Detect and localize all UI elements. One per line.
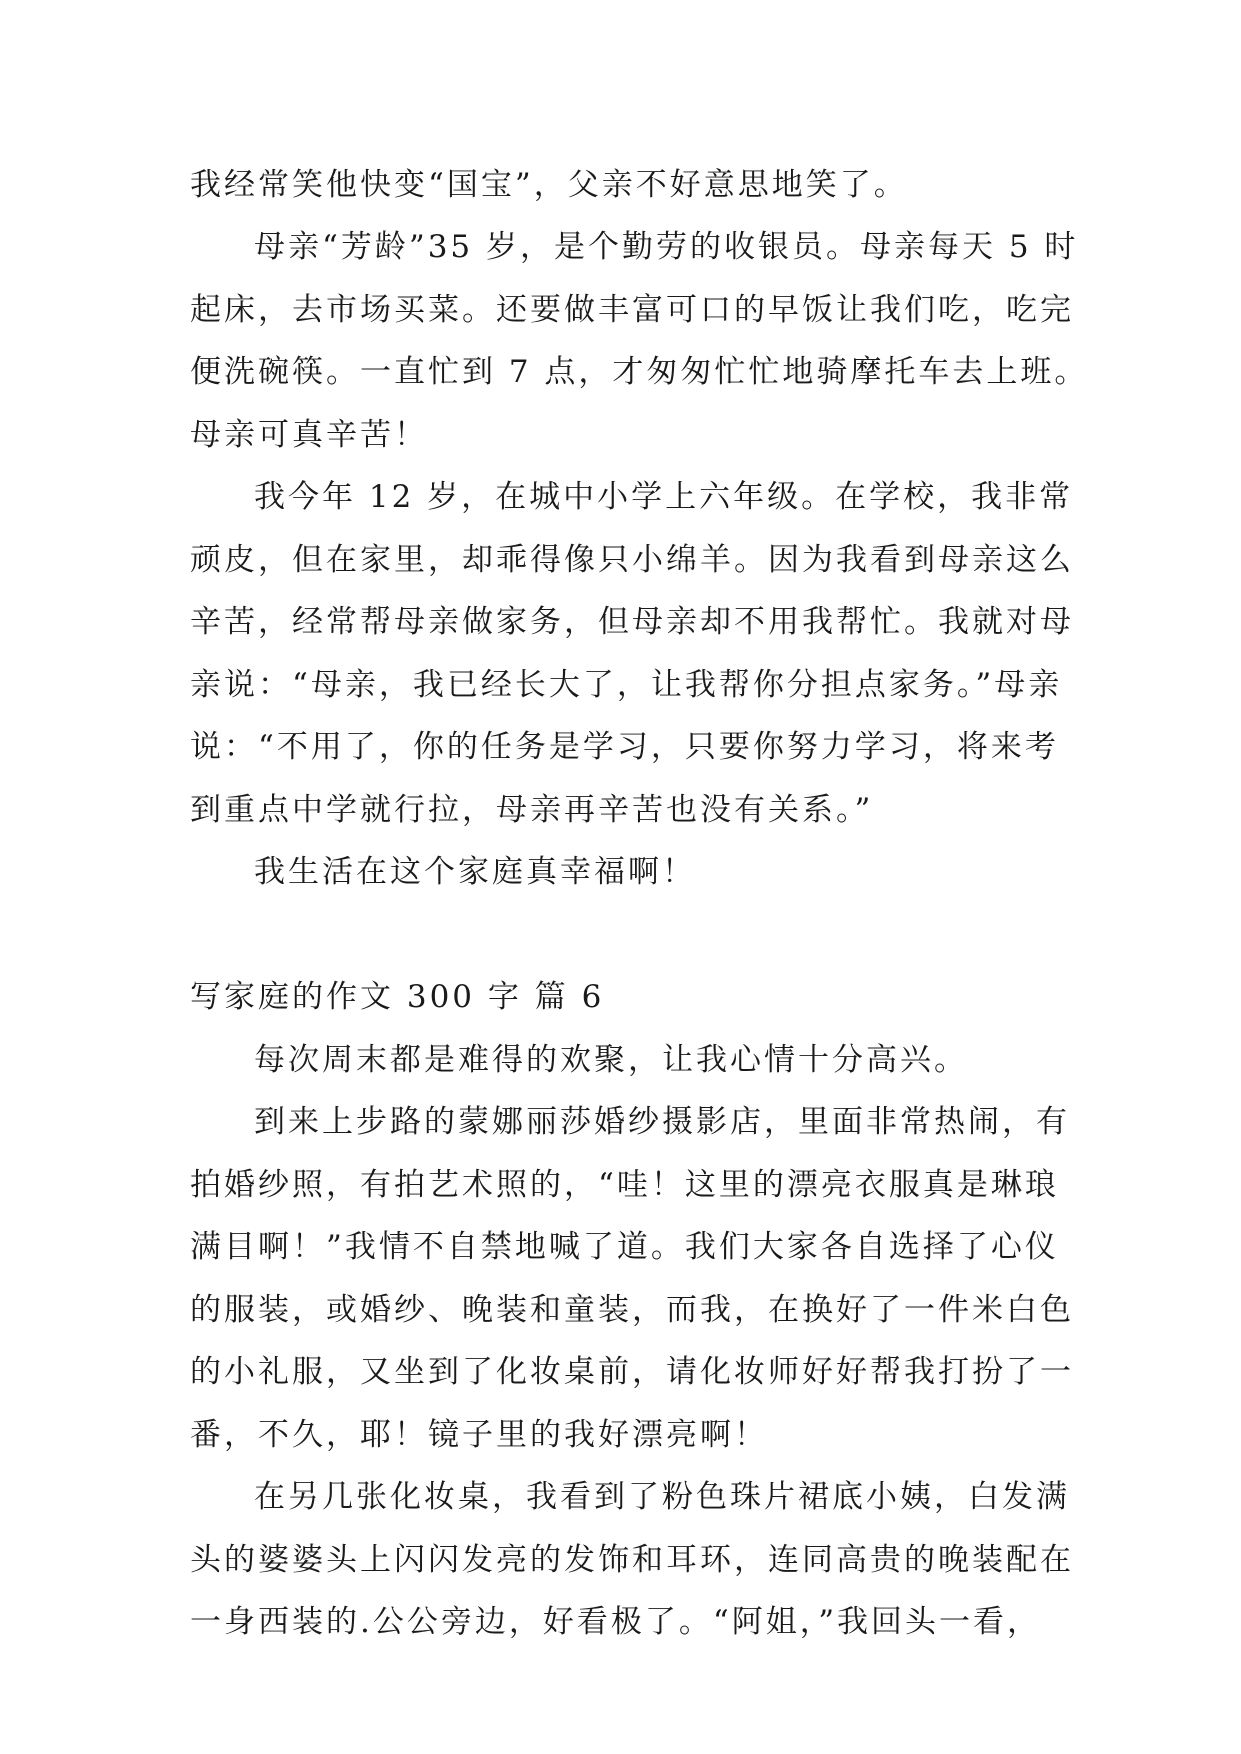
text-line: 到来上步路的蒙娜丽莎婚纱摄影店，里面非常热闹，有 <box>254 1104 1070 1140</box>
text-line: 在另几张化妆桌，我看到了粉色珠片裙底小姨，白发满 <box>254 1479 1070 1515</box>
text-line: 母亲可真辛苦！ <box>190 417 428 453</box>
text-line: 辛苦，经常帮母亲做家务，但母亲却不用我帮忙。我就对母 <box>190 604 1074 640</box>
text-line: 我今年 12 岁，在城中小学上六年级。在学校，我非常 <box>254 479 1074 515</box>
text-line: 拍婚纱照，有拍艺术照的，“哇！这里的漂亮衣服真是琳琅 <box>190 1167 1059 1203</box>
text-line: 头的婆婆头上闪闪发亮的发饰和耳环，连同高贵的晚装配在 <box>190 1542 1074 1578</box>
text-line: 番，不久，耶！镜子里的我好漂亮啊！ <box>190 1417 768 1453</box>
text-line: 满目啊！”我情不自禁地喊了道。我们大家各自选择了心仪 <box>190 1229 1059 1265</box>
text-line: 的服装，或婚纱、晚装和童装，而我，在换好了一件米白色 <box>190 1292 1074 1328</box>
text-line: 每次周末都是难得的欢聚，让我心情十分高兴。 <box>254 1042 968 1078</box>
text-line: 我生活在这个家庭真幸福啊！ <box>254 854 696 890</box>
text-line: 的小礼服，又坐到了化妆桌前，请化妆师好好帮我打扮了一 <box>190 1354 1074 1390</box>
text-line: 亲说：“母亲，我已经长大了，让我帮你分担点家务。”母亲 <box>190 667 1063 703</box>
text-line: 到重点中学就行拉，母亲再辛苦也没有关系。” <box>190 792 874 828</box>
text-line: 顽皮，但在家里，却乖得像只小绵羊。因为我看到母亲这么 <box>190 542 1074 578</box>
text-line: 说：“不用了，你的任务是学习，只要你努力学习，将来考 <box>190 729 1059 765</box>
section-heading: 写家庭的作文 300 字 篇 6 <box>190 979 605 1015</box>
text-line: 便洗碗筷。一直忙到 7 点，才匆匆忙忙地骑摩托车去上班。 <box>190 354 1089 390</box>
text-line: 母亲“芳龄”35 岁，是个勤劳的收银员。母亲每天 5 时 <box>254 229 1079 265</box>
text-line: 我经常笑他快变“国宝”，父亲不好意思地笑了。 <box>190 167 908 203</box>
text-line: 一身西装的.公公旁边，好看极了。“阿姐，”我回头一看， <box>190 1604 1042 1640</box>
text-line: 起床，去市场买菜。还要做丰富可口的早饭让我们吃，吃完 <box>190 292 1074 328</box>
